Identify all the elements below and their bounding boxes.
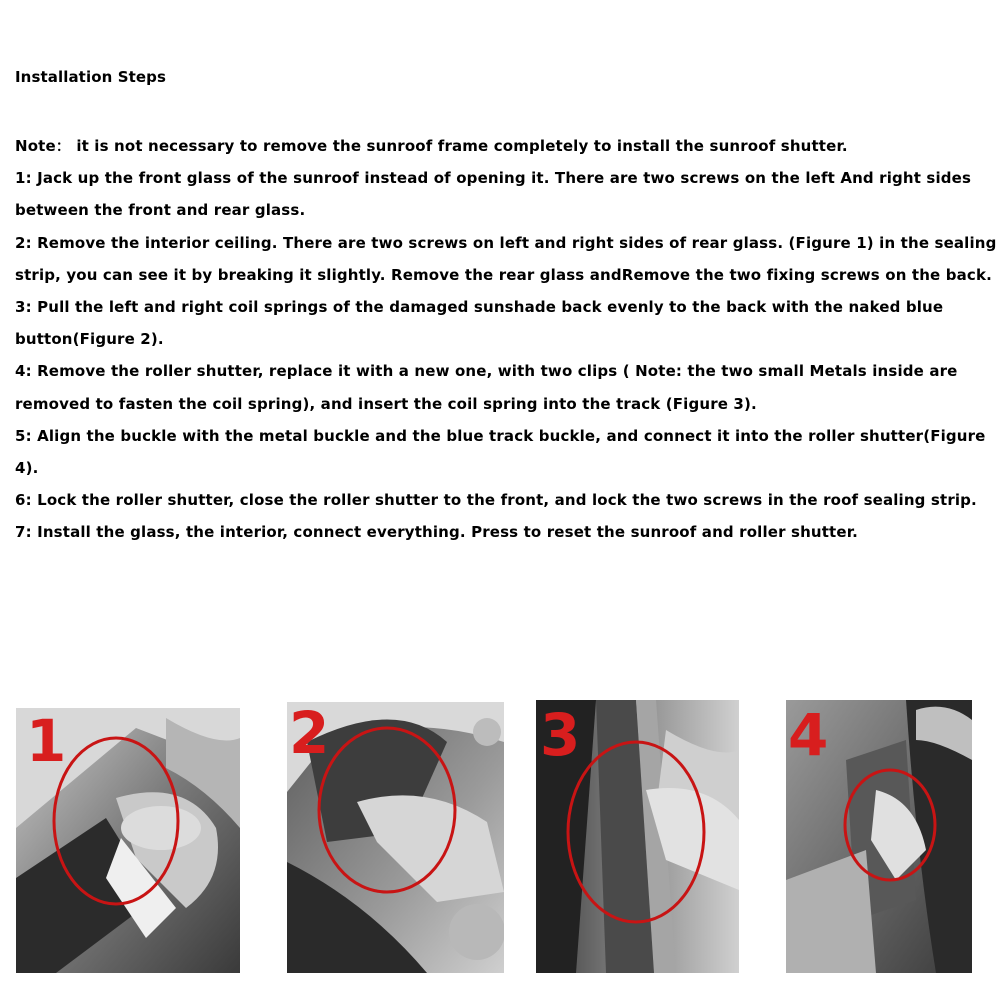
step-5-text: 5: Align the buckle with the metal buckle and the blue track buckle, and connect it into the roller shutter(Figure 4). (15, 426, 986, 478)
figure-2-photo (287, 702, 504, 973)
note-text: Note： it is not necessary to remove the sunroof frame completely to install the sunroof shutter. (15, 137, 848, 155)
page-title: Installation Steps (15, 68, 167, 86)
step-2-text: 2: Remove the interior ceiling. There are two screws on left and right sides of rear glass. (Figure 1) in the sealing strip, you can see it by breaking it slightly. Remove the rear glass andRemove the two fixing screws on the back. (15, 233, 997, 284)
figure-1-photo (16, 708, 240, 973)
step-7-text: 7: Install the glass, the interior, connect everything. Press to reset the sunroof and roller shutter. (15, 523, 858, 542)
figure-4-photo (786, 700, 972, 973)
figure-4-number: 4 (788, 701, 829, 769)
figure-1-number: 1 (26, 708, 67, 775)
step-4-text: 4: Remove the roller shutter, replace it with a new one, with two clips ( Note: the two small Metals inside are removed to fasten the coil spring), and insert the coil spring into the track (Figure 3). (15, 362, 958, 413)
step-1-text: 1: Jack up the front glass of the sunroof instead of opening it. There are two screws on the left And right sides between the front and rear glass. (15, 169, 972, 220)
step-3-text: 3: Pull the left and right coil springs of the damaged sunshade back evenly to the back with the naked blue button(Figure 2). (15, 298, 944, 349)
instruction-list (15, 130, 1000, 549)
step-6-text: 6: Lock the roller shutter, close the roller shutter to the front, and lock the two screws in the roof sealing strip. (15, 491, 977, 510)
figure-3-number: 3 (540, 701, 581, 769)
figure-2-number: 2 (289, 702, 330, 767)
figure-3-photo (536, 700, 739, 973)
